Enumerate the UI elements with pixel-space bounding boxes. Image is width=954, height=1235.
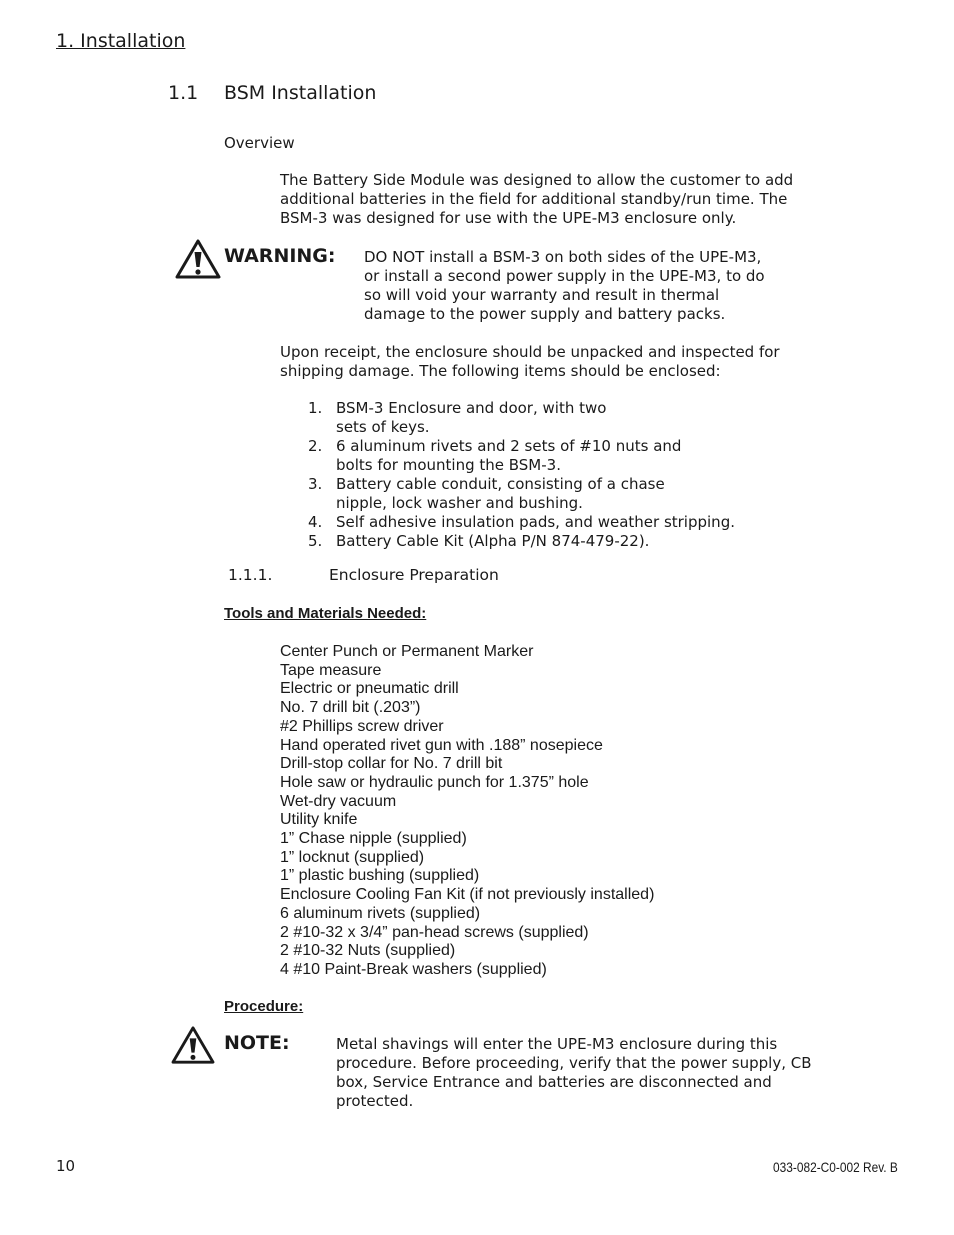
warning-line: DO NOT install a BSM-3 on both sides of the UPE-M3, bbox=[364, 248, 762, 266]
list-item-line: bolts for mounting the BSM-3. bbox=[336, 456, 561, 474]
list-item-line: nipple, lock washer and bushing. bbox=[336, 494, 583, 512]
tool-item: No. 7 drill bit (.203”) bbox=[280, 699, 421, 717]
tool-item: Tape measure bbox=[280, 661, 382, 679]
overview-label: Overview bbox=[224, 134, 295, 152]
receipt-paragraph bbox=[280, 343, 780, 381]
note-line: procedure. Before proceeding, verify that the power supply, CB bbox=[336, 1054, 812, 1072]
tool-item: 1” plastic bushing (supplied) bbox=[280, 867, 480, 885]
list-item-number: 3. bbox=[308, 475, 323, 493]
overview-line: BSM-3 was designed for use with the UPE-M3 enclosure only. bbox=[280, 209, 737, 227]
list-item-line: Self adhesive insulation pads, and weather stripping. bbox=[336, 513, 735, 531]
tool-item: Hole saw or hydraulic punch for 1.375” hole bbox=[280, 773, 589, 791]
list-item bbox=[308, 532, 735, 551]
list-item bbox=[308, 475, 735, 513]
enclosed-items-list bbox=[308, 399, 735, 551]
overview-line: The Battery Side Module was designed to allow the customer to add bbox=[280, 171, 794, 189]
tool-item: 1” locknut (supplied) bbox=[280, 848, 425, 866]
warning-line: or install a second power supply in the UPE-M3, to do bbox=[364, 267, 765, 285]
list-item-line: 6 aluminum rivets and 2 sets of #10 nuts and bbox=[336, 437, 682, 455]
list-item-number: 4. bbox=[308, 513, 323, 531]
document-id: 033-082-C0-002 Rev. B bbox=[773, 1159, 898, 1175]
warning-label: WARNING: bbox=[224, 245, 336, 267]
subsection-title: BSM Installation bbox=[224, 82, 377, 104]
warning-triangle-icon bbox=[170, 1025, 216, 1065]
tool-item: Utility knife bbox=[280, 811, 358, 829]
receipt-line: Upon receipt, the enclosure should be unpacked and inspected for bbox=[280, 343, 780, 361]
tool-item: 6 aluminum rivets (supplied) bbox=[280, 904, 481, 922]
overview-paragraph bbox=[280, 171, 793, 228]
subsection-number: 1.1 bbox=[168, 82, 199, 104]
list-item-line: BSM-3 Enclosure and door, with two bbox=[336, 399, 607, 417]
list-item bbox=[308, 513, 735, 532]
warning-line: damage to the power supply and battery packs. bbox=[364, 305, 726, 323]
subsubsection-number: 1.1.1. bbox=[228, 566, 273, 584]
list-item-number: 5. bbox=[308, 532, 323, 550]
list-item-line: Battery cable conduit, consisting of a chase bbox=[336, 475, 665, 493]
tool-item: #2 Phillips screw driver bbox=[280, 717, 444, 735]
list-item bbox=[308, 437, 735, 475]
tools-heading: Tools and Materials Needed: bbox=[224, 605, 427, 622]
tool-item: Drill-stop collar for No. 7 drill bit bbox=[280, 755, 503, 773]
list-item-number: 2. bbox=[308, 437, 323, 455]
note-line: Metal shavings will enter the UPE-M3 enclosure during this bbox=[336, 1035, 778, 1053]
note-line: box, Service Entrance and batteries are disconnected and bbox=[336, 1073, 772, 1091]
note-line: protected. bbox=[336, 1092, 414, 1110]
overview-line: additional batteries in the field for additional standby/run time. The bbox=[280, 190, 788, 208]
note-label: NOTE: bbox=[224, 1032, 290, 1054]
list-item-number: 1. bbox=[308, 399, 323, 417]
tools-list bbox=[280, 643, 654, 980]
tool-item: 2 #10-32 Nuts (supplied) bbox=[280, 942, 456, 960]
list-item-line: Battery Cable Kit (Alpha P/N 874-479-22). bbox=[336, 532, 650, 550]
tool-item: Center Punch or Permanent Marker bbox=[280, 643, 534, 660]
tool-item: 4 #10 Paint-Break washers (supplied) bbox=[280, 960, 547, 978]
tool-item: Electric or pneumatic drill bbox=[280, 680, 459, 698]
note-text bbox=[336, 1035, 812, 1111]
procedure-heading: Procedure: bbox=[224, 998, 304, 1015]
list-item bbox=[308, 399, 735, 437]
receipt-line: shipping damage. The following items should be enclosed: bbox=[280, 362, 721, 380]
section-heading: 1. Installation bbox=[56, 30, 186, 52]
tool-item: Wet-dry vacuum bbox=[280, 792, 397, 810]
tool-item: Enclosure Cooling Fan Kit (if not previously installed) bbox=[280, 886, 655, 904]
tool-item: 1” Chase nipple (supplied) bbox=[280, 830, 467, 848]
tool-item: 2 #10-32 x 3/4” pan-head screws (supplied) bbox=[280, 923, 589, 941]
subsubsection-title: Enclosure Preparation bbox=[329, 566, 499, 584]
warning-triangle-icon bbox=[174, 238, 222, 280]
warning-text bbox=[364, 248, 765, 324]
list-item-line: sets of keys. bbox=[336, 418, 430, 436]
page-number: 10 bbox=[56, 1157, 76, 1175]
warning-line: so will void your warranty and result in thermal bbox=[364, 286, 720, 304]
tool-item: Hand operated rivet gun with .188” nosepiece bbox=[280, 736, 603, 754]
